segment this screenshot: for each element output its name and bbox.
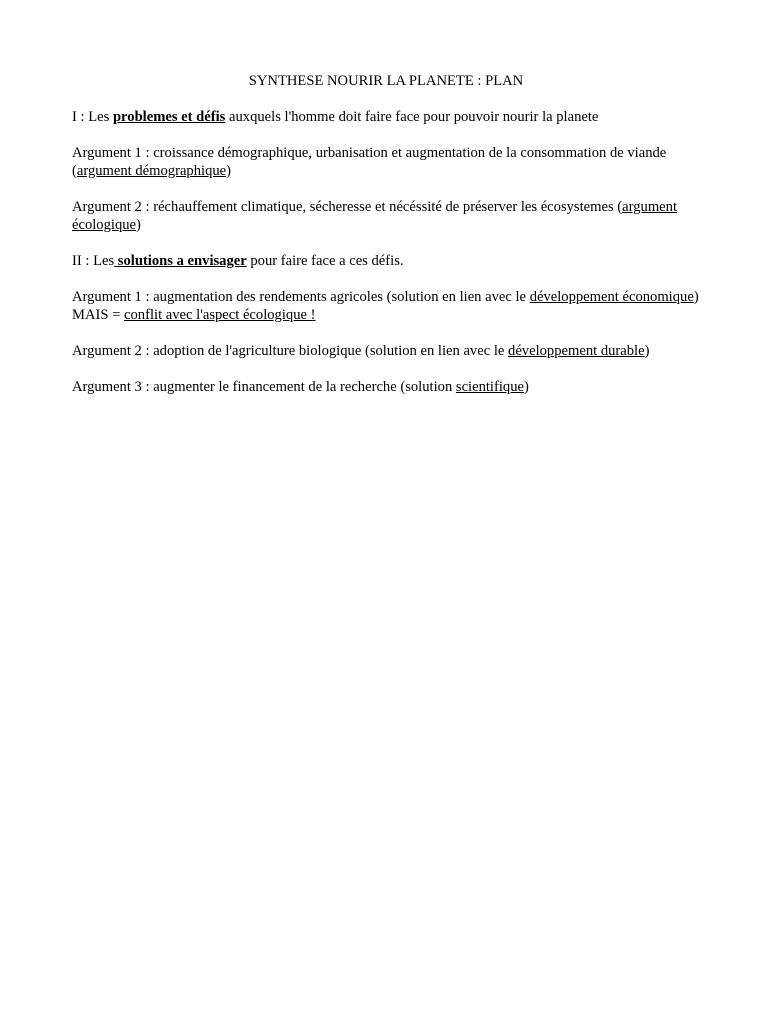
section-2-argument-2 [72,342,700,360]
argument-label: argument démographique [76,163,227,179]
section-1-argument-1 [72,144,700,180]
closing-paren: ) [136,217,141,233]
closing-paren: ) [523,379,529,395]
section-2-argument-1 [72,288,700,324]
section-2-emphasis: solutions a envisager [114,253,247,269]
argument-text: Argument 1 : croissance démographique, urbanisation et augmentation de la consommation de viande ( [72,145,667,179]
argument-text: Argument 2 : adoption de l'agriculture biologique (solution en lien avec le [72,343,509,359]
closing-paren: ) [226,163,232,179]
section-1-argument-2 [72,198,700,234]
section-2-suffix: pour faire face a ces défis. [246,253,404,269]
argument-text: Argument 1 : augmentation des rendements agricoles (solution en lien avec le [72,289,530,305]
section-1-suffix: auxquels l'homme doit faire face pour pouvoir nourir la planete [225,109,599,125]
section-1-heading [72,108,700,126]
document-body [72,72,700,414]
argument-label: scientifique [455,379,524,395]
argument-label-1: développement économique [529,289,694,305]
section-1-emphasis: problemes et défis [112,109,226,125]
document-title: SYNTHESE NOURIR LA PLANETE : PLAN [248,73,524,89]
argument-middle: ) MAIS = [72,289,699,323]
section-1-prefix: I : Les [72,109,113,125]
section-2-argument-3 [72,378,700,396]
argument-text: Argument 3 : augmenter le financement de la recherche (solution [72,379,456,395]
argument-label-2: conflit avec l'aspect écologique ! [124,307,316,323]
argument-label: développement durable [508,343,645,359]
closing-paren: ) [644,343,650,359]
section-2-heading [72,252,700,270]
section-2-prefix: II : Les [72,253,115,269]
argument-text: Argument 2 : réchauffement climatique, sécheresse et nécéssité de préserver les écosystemes ( [72,199,623,215]
argument-label: argument écologique [72,199,678,233]
